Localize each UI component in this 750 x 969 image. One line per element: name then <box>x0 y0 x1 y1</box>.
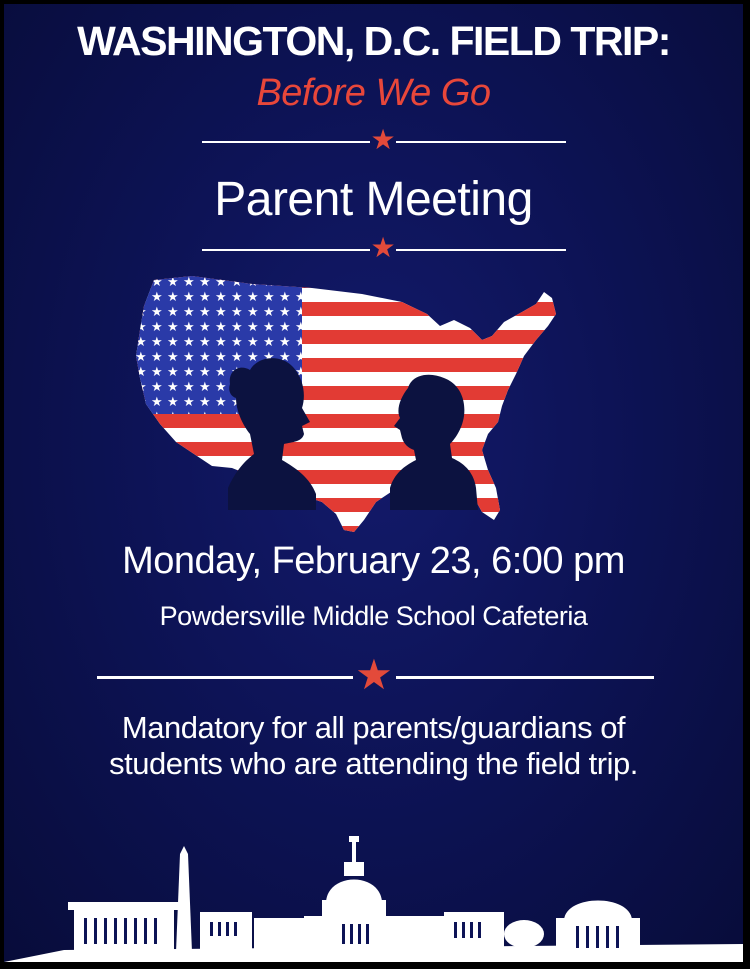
poster <box>4 4 743 962</box>
divider-right-1 <box>396 141 566 143</box>
star-icon: ★ <box>370 232 396 263</box>
divider-left-2 <box>202 249 370 251</box>
star-icon: ★ <box>370 124 396 155</box>
mandatory-notice-line-1: Mandatory for all parents/guardians of <box>121 710 626 745</box>
mandatory-notice-line-2: students who are attending the field trip. <box>109 746 638 781</box>
meeting-date-time: Monday, February 23, 6:00 pm <box>122 540 625 582</box>
washington-skyline-icon <box>4 832 743 962</box>
divider-right-3 <box>396 676 654 679</box>
divider-left-3 <box>97 676 353 679</box>
usa-flag-map-icon <box>132 274 572 536</box>
meeting-location: Powdersville Middle School Cafeteria <box>159 601 588 631</box>
star-icon: ★ <box>355 651 393 698</box>
mandatory-notice <box>4 710 743 782</box>
poster-subtitle: Before We Go <box>256 72 491 114</box>
meeting-heading: Parent Meeting <box>214 173 533 226</box>
divider-right-2 <box>396 249 566 251</box>
poster-title: WASHINGTON, D.C. FIELD TRIP: <box>77 18 670 64</box>
divider-left-1 <box>202 141 370 143</box>
